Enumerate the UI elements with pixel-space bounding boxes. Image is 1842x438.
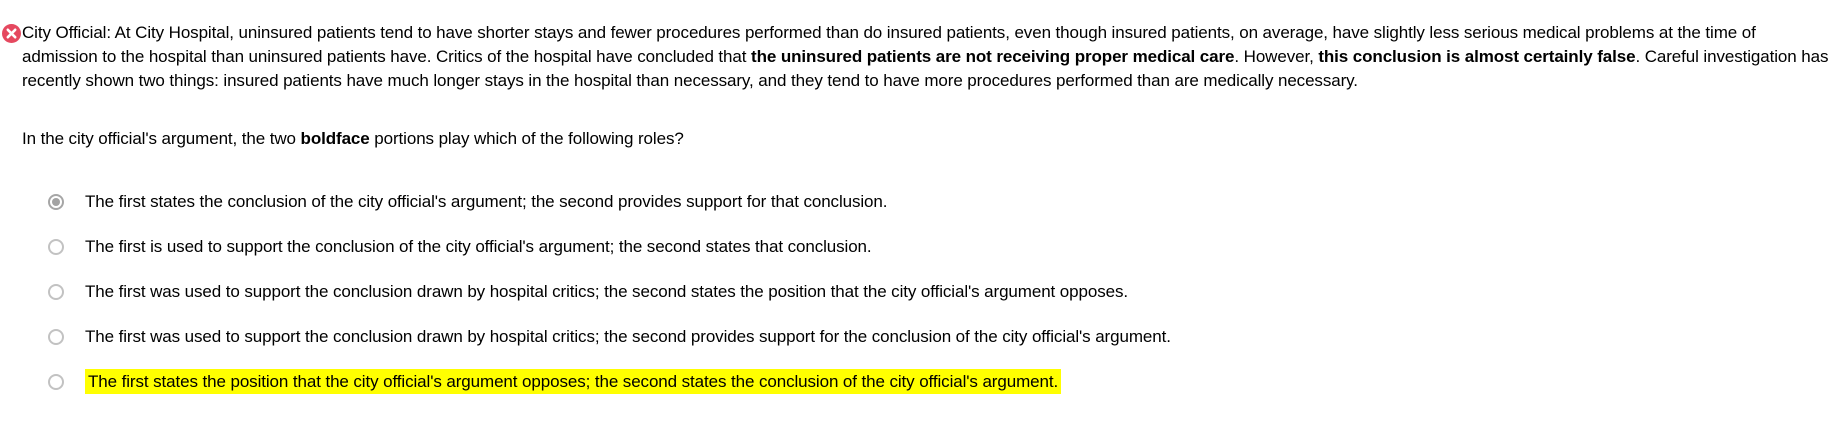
radio-button[interactable] xyxy=(48,329,64,345)
answer-option-3[interactable] xyxy=(0,269,1842,314)
option-label[interactable]: The first was used to support the conclusion drawn by hospital critics; the second states the position that the city official's argument opposes. xyxy=(85,282,1128,301)
radio-button[interactable] xyxy=(48,284,64,300)
option-label[interactable]: The first states the position that the city official's argument opposes; the second states the conclusion of the city official's argument. xyxy=(85,369,1061,394)
radio-button[interactable] xyxy=(48,374,64,390)
prompt-before-bold: In the city official's argument, the two xyxy=(22,129,301,148)
answer-option-2[interactable] xyxy=(0,224,1842,269)
stimulus-text xyxy=(0,21,1842,93)
prompt-bold-word: boldface xyxy=(300,129,370,148)
stimulus-part-2: . However, xyxy=(1234,47,1319,66)
radio-button[interactable] xyxy=(48,194,64,210)
option-label[interactable]: The first is used to support the conclusion of the city official's argument; the second states that conclusion. xyxy=(85,237,872,256)
answer-options-list xyxy=(0,179,1842,404)
option-label[interactable]: The first was used to support the conclusion drawn by hospital critics; the second provides support for the conclusion of the city official's argument. xyxy=(85,327,1171,346)
question-prompt xyxy=(0,127,1842,151)
option-label[interactable]: The first states the conclusion of the city official's argument; the second provides support for that conclusion. xyxy=(85,192,888,211)
answer-option-4[interactable] xyxy=(0,314,1842,359)
boldface-portion-2: this conclusion is almost certainly false xyxy=(1318,47,1636,66)
answer-option-1[interactable] xyxy=(0,179,1842,224)
stimulus-part-1: City Official: At City Hospital, uninsured patients tend to have shorter stays and fewer procedures performed than do insured patients, even though insured patients, on average, have slightly less serious medical problems at the time of admission to the hospital than uninsured patients have. Critics of the hospital have concluded that xyxy=(22,23,1756,66)
boldface-portion-1: the uninsured patients are not receiving proper medical care xyxy=(751,47,1235,66)
stimulus-part-3: . Careful investigation has recently shown two things: insured patients have much longer stays in the hospital than necessary, and they tend to have more procedures performed than are medically necessary. xyxy=(22,47,1829,90)
incorrect-cross-circle-icon xyxy=(2,24,21,43)
prompt-after-bold: portions play which of the following roles? xyxy=(369,129,684,148)
radio-button[interactable] xyxy=(48,239,64,255)
answer-option-5[interactable] xyxy=(0,359,1842,404)
question-panel xyxy=(0,21,1842,438)
